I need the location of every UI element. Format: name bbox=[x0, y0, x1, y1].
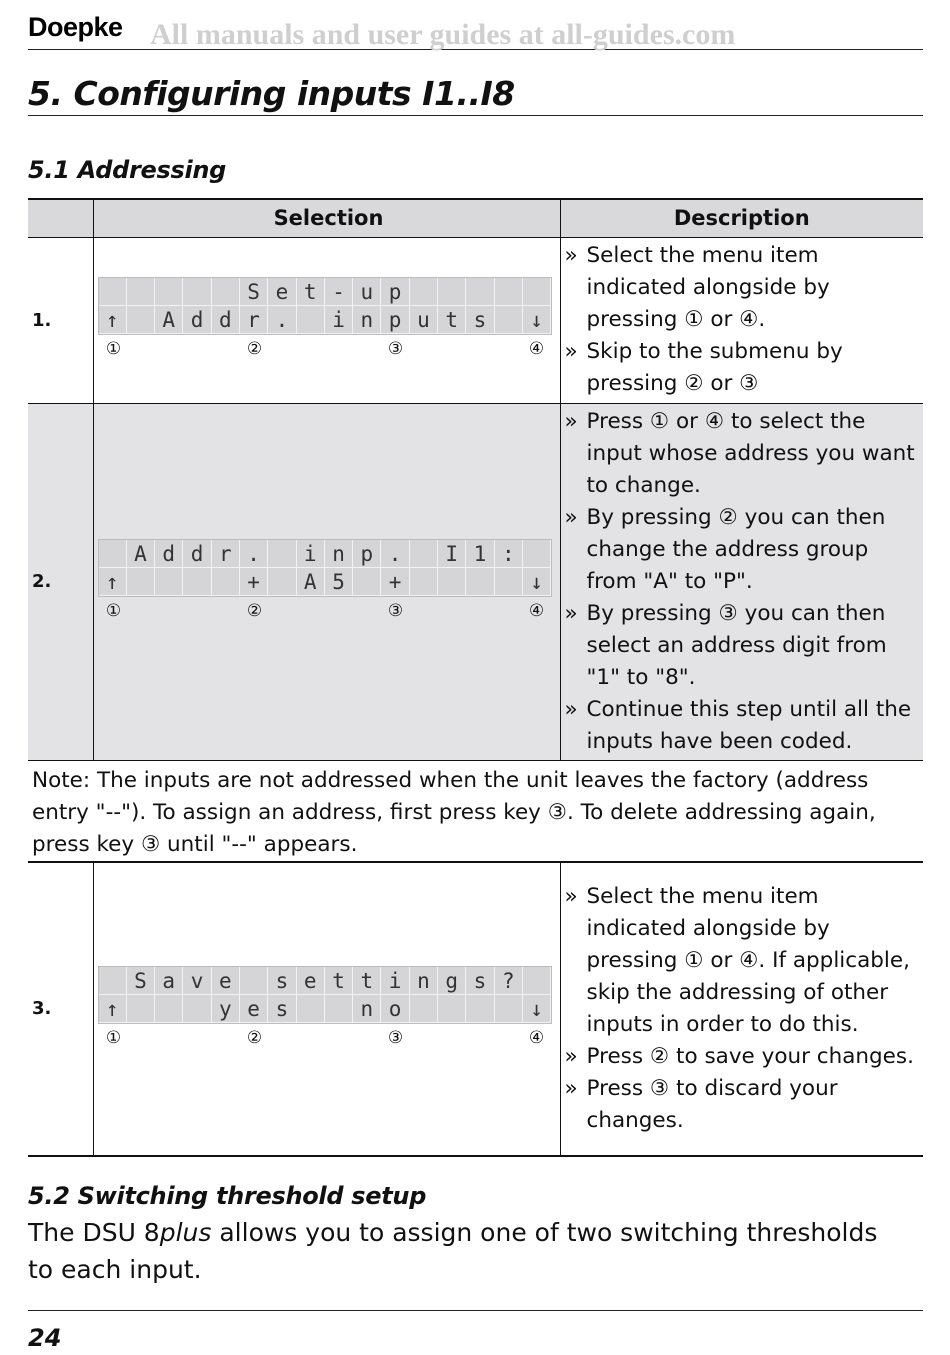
description-list bbox=[565, 406, 920, 758]
lcd-char: e bbox=[268, 278, 296, 306]
lcd-char: s bbox=[268, 995, 296, 1023]
key-label: ② bbox=[246, 339, 263, 359]
lcd-char bbox=[155, 995, 183, 1023]
key-label: ① bbox=[105, 339, 122, 359]
description-item: » Skip to the submenu by pressing ② or ③ bbox=[565, 336, 920, 400]
lcd-char: + bbox=[240, 568, 268, 596]
lcd-char bbox=[523, 540, 551, 568]
selection-cell bbox=[93, 862, 560, 1156]
lcd-char: s bbox=[466, 967, 494, 995]
key-label: ① bbox=[105, 1027, 122, 1048]
lcd-char: d bbox=[155, 540, 183, 568]
lcd-char: S bbox=[240, 278, 268, 306]
step-row-1 bbox=[28, 237, 923, 403]
lcd-char bbox=[410, 540, 438, 568]
lcd-char bbox=[495, 568, 523, 596]
lcd-char bbox=[268, 568, 296, 596]
threshold-paragraph bbox=[28, 1214, 908, 1288]
lcd-char bbox=[297, 306, 325, 334]
description-cell bbox=[560, 862, 923, 1156]
paragraph-text-start: The DSU 8 bbox=[28, 1218, 160, 1247]
lcd-char: A bbox=[297, 568, 325, 596]
key-labels bbox=[98, 337, 553, 363]
lcd-char bbox=[466, 995, 494, 1023]
lcd-char: a bbox=[155, 967, 183, 995]
lcd-char bbox=[127, 568, 155, 596]
lcd-char: ↓ bbox=[523, 568, 551, 596]
lcd-char: n bbox=[353, 995, 381, 1023]
lcd-char: 1 bbox=[466, 540, 494, 568]
step-row-3 bbox=[28, 862, 923, 1156]
lcd-char bbox=[127, 306, 155, 334]
lcd-char bbox=[438, 568, 466, 596]
lcd-char bbox=[212, 278, 240, 306]
lcd-char: + bbox=[381, 568, 409, 596]
lcd-char: ↓ bbox=[523, 995, 551, 1023]
lcd-char bbox=[353, 568, 381, 596]
lcd-char bbox=[466, 278, 494, 306]
lcd-char: ? bbox=[495, 967, 523, 995]
lcd-char: i bbox=[297, 540, 325, 568]
lcd-char: e bbox=[212, 967, 240, 995]
key-label: ③ bbox=[387, 339, 404, 359]
lcd-line bbox=[99, 967, 552, 995]
lcd-char: . bbox=[240, 540, 268, 568]
selection-cell bbox=[93, 403, 560, 760]
lcd-char: r bbox=[212, 540, 240, 568]
lcd-char: d bbox=[183, 306, 211, 334]
header-number-cell bbox=[28, 199, 93, 237]
key-label: ④ bbox=[528, 600, 545, 621]
lcd-char bbox=[183, 568, 211, 596]
paragraph-text-italic: plus bbox=[159, 1218, 212, 1247]
lcd-char bbox=[183, 995, 211, 1023]
lcd-char bbox=[438, 278, 466, 306]
lcd-char: I bbox=[438, 540, 466, 568]
description-list bbox=[565, 240, 920, 400]
lcd-char bbox=[183, 278, 211, 306]
step-number: 3. bbox=[28, 862, 93, 1156]
page-header bbox=[28, 10, 923, 50]
lcd-char: p bbox=[381, 306, 409, 334]
section-title: 5. Configuring inputs I1..I8 bbox=[28, 72, 923, 116]
lcd-char: s bbox=[466, 306, 494, 334]
lcd-char: n bbox=[325, 540, 353, 568]
lcd-char: i bbox=[325, 306, 353, 334]
description-item: » By pressing ② you can then change the address group from "A" to "P". bbox=[565, 502, 920, 598]
lcd-display bbox=[98, 539, 553, 597]
description-item: » Press ② to save your changes. bbox=[565, 1041, 920, 1073]
lcd-char bbox=[523, 967, 551, 995]
lcd-line bbox=[99, 568, 552, 596]
lcd-line bbox=[99, 306, 552, 334]
note-row bbox=[28, 760, 923, 862]
lcd-char bbox=[155, 278, 183, 306]
lcd-char: p bbox=[381, 278, 409, 306]
addressing-table bbox=[28, 198, 923, 1157]
lcd-char: y bbox=[212, 995, 240, 1023]
key-label: ② bbox=[246, 1027, 263, 1048]
lcd-char: r bbox=[240, 306, 268, 334]
key-label: ④ bbox=[528, 1027, 545, 1048]
key-labels bbox=[98, 599, 553, 625]
lcd-char bbox=[212, 568, 240, 596]
paragraph-text-end: allows you to assign one of two switching thresholds to each input. bbox=[28, 1218, 878, 1284]
description-item: » Select the menu item indicated alongside by pressing ① or ④. If applicable, skip the addressing of other inputs in order to do this. bbox=[565, 881, 920, 1041]
lcd-char bbox=[466, 568, 494, 596]
lcd-char: t bbox=[353, 967, 381, 995]
description-item: » Press ③ to discard your changes. bbox=[565, 1073, 920, 1137]
lcd-char: ↑ bbox=[99, 568, 127, 596]
description-item: » Press ① or ④ to select the input whose address you want to change. bbox=[565, 406, 920, 502]
lcd-char bbox=[523, 278, 551, 306]
lcd-char: e bbox=[240, 995, 268, 1023]
lcd-char: t bbox=[297, 278, 325, 306]
lcd-char: A bbox=[127, 540, 155, 568]
table-header-row bbox=[28, 199, 923, 237]
description-item: » Select the menu item indicated alongside by pressing ① or ④. bbox=[565, 240, 920, 336]
key-label: ③ bbox=[387, 600, 404, 621]
lcd-char bbox=[268, 540, 296, 568]
subsection-addressing-title: 5.1 Addressing bbox=[28, 156, 227, 184]
lcd-line bbox=[99, 995, 552, 1023]
lcd-char: ↑ bbox=[99, 995, 127, 1023]
lcd-char bbox=[438, 995, 466, 1023]
header-description: Description bbox=[560, 199, 923, 237]
lcd-char bbox=[325, 995, 353, 1023]
description-item: » By pressing ③ you can then select an address digit from "1" to "8". bbox=[565, 598, 920, 694]
description-list bbox=[565, 881, 920, 1137]
lcd-line bbox=[99, 540, 552, 568]
key-labels bbox=[98, 1026, 553, 1052]
selection-cell bbox=[93, 237, 560, 403]
lcd-char: e bbox=[297, 967, 325, 995]
lcd-char: . bbox=[381, 540, 409, 568]
lcd-char bbox=[495, 995, 523, 1023]
lcd-char: s bbox=[268, 967, 296, 995]
lcd-display bbox=[98, 966, 553, 1024]
key-label: ② bbox=[246, 600, 263, 621]
description-cell bbox=[560, 403, 923, 760]
lcd-char bbox=[410, 995, 438, 1023]
lcd-char bbox=[495, 306, 523, 334]
step-number: 2. bbox=[28, 403, 93, 760]
step-number: 1. bbox=[28, 237, 93, 403]
lcd-char: u bbox=[353, 278, 381, 306]
lcd-char: ↓ bbox=[523, 306, 551, 334]
lcd-char bbox=[99, 967, 127, 995]
lcd-char: v bbox=[183, 967, 211, 995]
key-label: ④ bbox=[528, 339, 545, 359]
lcd-char: S bbox=[127, 967, 155, 995]
lcd-char: g bbox=[438, 967, 466, 995]
lcd-char: A bbox=[155, 306, 183, 334]
lcd-char: ↑ bbox=[99, 306, 127, 334]
lcd-char: i bbox=[381, 967, 409, 995]
lcd-char: p bbox=[353, 540, 381, 568]
page-number: 24 bbox=[28, 1324, 62, 1352]
step-row-2 bbox=[28, 403, 923, 760]
lcd-char: u bbox=[410, 306, 438, 334]
addressing-note: Note: The inputs are not addressed when the unit leaves the factory (address entry "--"). To assign an address, first press key ③. To delete addressing again, press key ③ until "--" appears. bbox=[28, 760, 923, 862]
lcd-char bbox=[127, 995, 155, 1023]
description-cell bbox=[560, 237, 923, 403]
lcd-char bbox=[495, 278, 523, 306]
key-label: ① bbox=[105, 600, 122, 621]
subsection-threshold-title: 5.2 Switching threshold setup bbox=[28, 1182, 427, 1210]
lcd-char: n bbox=[410, 967, 438, 995]
watermark: All manuals and user guides at all-guides.com bbox=[150, 18, 736, 51]
brand-logo: Doepke bbox=[28, 12, 123, 42]
footer-rule bbox=[28, 1310, 923, 1311]
header-selection: Selection bbox=[93, 199, 560, 237]
lcd-char: : bbox=[495, 540, 523, 568]
lcd-char: . bbox=[268, 306, 296, 334]
lcd-char bbox=[155, 568, 183, 596]
lcd-char: t bbox=[438, 306, 466, 334]
lcd-line bbox=[99, 278, 552, 306]
lcd-char bbox=[127, 278, 155, 306]
lcd-char: 5 bbox=[325, 568, 353, 596]
key-label: ③ bbox=[387, 1027, 404, 1048]
lcd-char bbox=[297, 995, 325, 1023]
lcd-char bbox=[99, 278, 127, 306]
lcd-char bbox=[99, 540, 127, 568]
lcd-char: d bbox=[212, 306, 240, 334]
lcd-char bbox=[410, 278, 438, 306]
lcd-char: - bbox=[325, 278, 353, 306]
lcd-display bbox=[98, 277, 553, 335]
lcd-char: o bbox=[381, 995, 409, 1023]
lcd-char bbox=[410, 568, 438, 596]
lcd-char: d bbox=[183, 540, 211, 568]
lcd-char: t bbox=[325, 967, 353, 995]
lcd-char: n bbox=[353, 306, 381, 334]
lcd-char bbox=[240, 967, 268, 995]
description-item: » Continue this step until all the inputs have been coded. bbox=[565, 694, 920, 758]
